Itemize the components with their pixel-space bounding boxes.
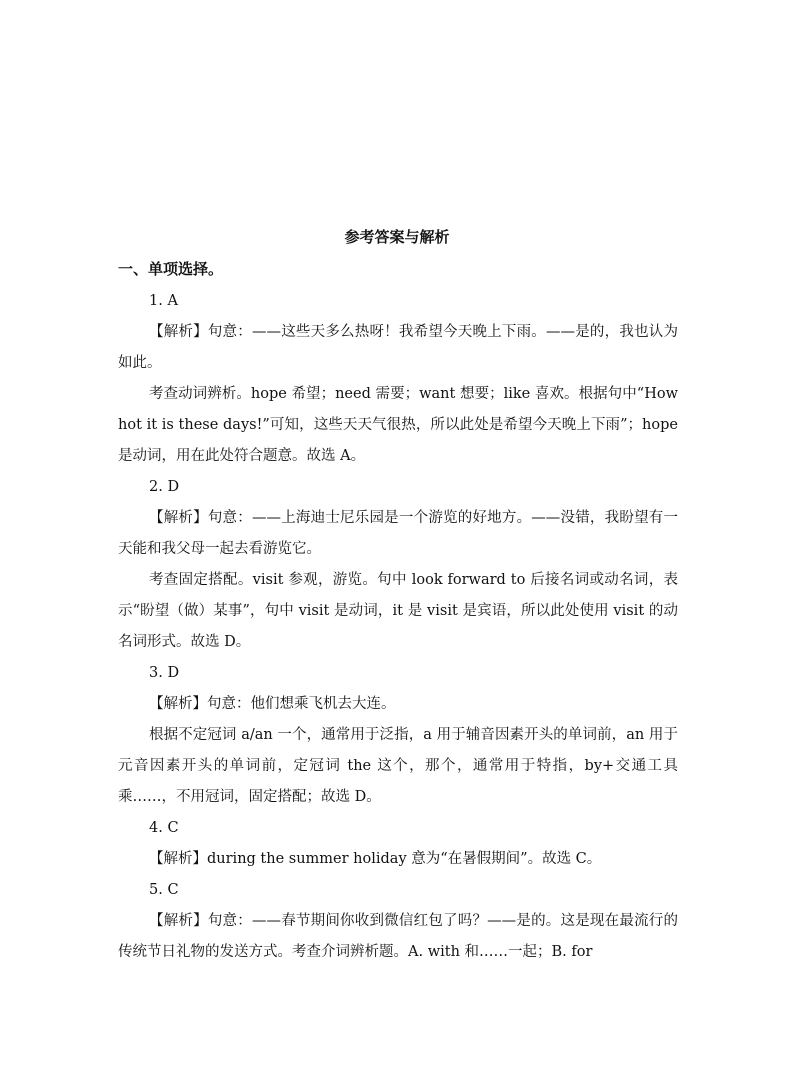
answer-number: 5. C [149,882,179,898]
explanation-paragraph: 考查动词辨析。hope 希望；need 需要；want 想要；like 喜欢。根据句中“How hot it is these days!”可知，这些天天气很热，所以此处是希望今天晚上下雨”；hope 是动词，用在此处符合题意。故选 A。 [118,386,678,464]
section-heading: 一、单项选择。 [118,260,224,278]
answer-number: 1. A [149,293,178,309]
explanation-paragraph: 考查固定搭配。visit 参观，游览。句中 look forward to 后接名词或动名词，表示“盼望（做）某事”，句中 visit 是动词，it 是 visit 是宾语，所以此处使用 visit 的动名词形式。故选 D。 [118,572,678,650]
answer-body [118,286,678,968]
explanation-paragraph: 根据不定冠词 a/an 一个，通常用于泛指，a 用于辅音因素开头的单词前，an 用于元音因素开头的单词前，定冠词 the 这个，那个，通常用于特指，by+交通工具 乘……，不用冠词，固定搭配；故选 D。 [118,727,678,805]
analysis-paragraph: 【解析】句意：——这些天多么热呀！我希望今天晚上下雨。——是的，我也认为如此。 [118,324,678,371]
analysis-paragraph: 【解析】句意：他们想乘飞机去大连。 [149,696,396,712]
answer-number: 3. D [149,665,180,681]
answer-number: 2. D [149,479,180,495]
page-title: 参考答案与解析 [344,228,450,246]
analysis-paragraph: 【解析】during the summer holiday 意为“在暑假期间”。故选 C。 [149,851,602,867]
answer-number: 4. C [149,820,179,836]
analysis-paragraph: 【解析】句意：——春节期间你收到微信红包了吗？——是的。这是现在最流行的传统节日礼物的发送方式。考查介词辨析题。A. with 和……一起；B. for [118,913,678,960]
analysis-paragraph: 【解析】句意：——上海迪士尼乐园是一个游览的好地方。——没错，我盼望有一天能和我父母一起去看游览它。 [118,510,678,557]
